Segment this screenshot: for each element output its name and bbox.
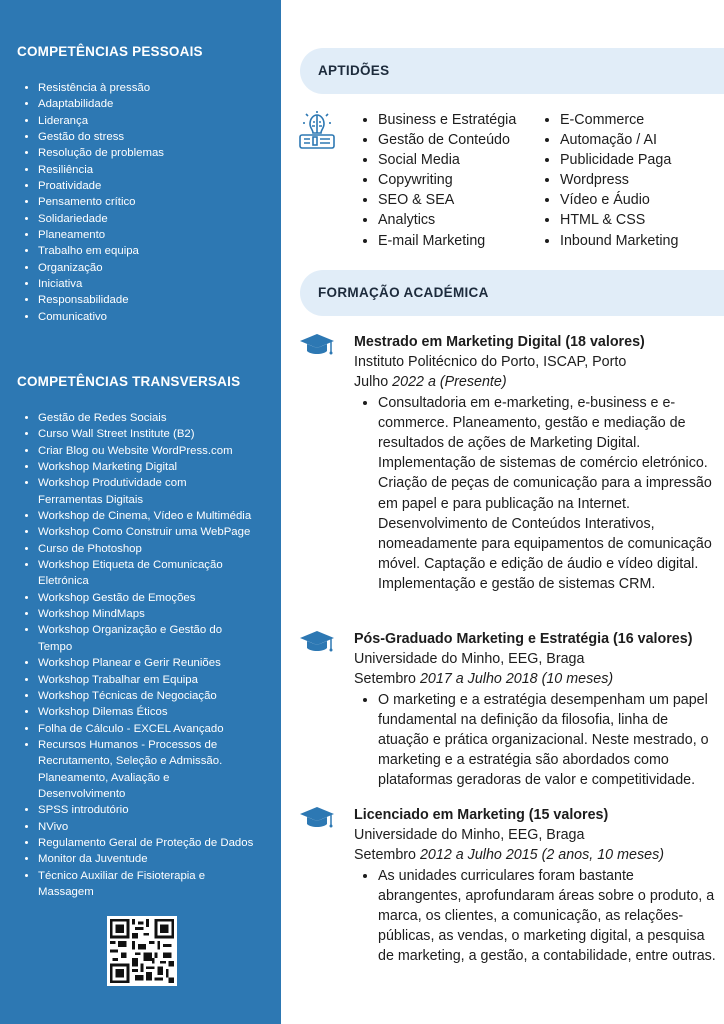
list-item: • Criar Blog ou Website WordPress.com	[38, 443, 286, 459]
list-item: • Resiliência	[38, 162, 164, 178]
list-item: • Folha de Cálculo - EXCEL Avançado	[38, 721, 286, 737]
list-item: • Trabalho em equipa	[38, 243, 164, 259]
list-item: • Workshop Organização e Gestão do Tempo	[38, 622, 243, 655]
list-item: • Gestão de Redes Sociais	[38, 410, 286, 426]
list-item: • Resistência à pressão	[38, 80, 164, 96]
degree-title: Mestrado em Marketing Digital (18 valores)	[354, 334, 645, 350]
list-item: • Workshop Como Construir uma WebPage	[38, 524, 286, 540]
institution: Instituto Politécnico do Porto, ISCAP, Porto	[354, 354, 627, 371]
list-item: • Resolução de problemas	[38, 145, 164, 161]
list-item: • Solidariedade	[38, 211, 164, 227]
graduation-cap-icon	[298, 630, 336, 654]
list-item: • Publicidade Paga	[560, 150, 678, 170]
list-item: • Comunicativo	[38, 309, 164, 325]
list-item: • Workshop Planear e Gerir Reuniões	[38, 655, 286, 671]
list-item: • HTML & CSS	[560, 210, 678, 230]
list-item: • E-Commerce	[560, 110, 678, 130]
date-range: Julho 2022 a (Presente)	[354, 374, 507, 391]
transversal-skills-list	[22, 410, 286, 900]
list-item: • Workshop Trabalhar em Equipa	[38, 672, 286, 688]
skills-banner	[300, 48, 724, 94]
education-entry	[354, 629, 716, 791]
list-item: • Vídeo e Áudio	[560, 190, 678, 210]
list-item: • Automação / AI	[560, 130, 678, 150]
list-item: • SEO & SEA	[378, 190, 516, 210]
list-item: • Inbound Marketing	[560, 231, 678, 251]
description: • As unidades curriculares foram bastante abrangentes, aprofundaram áreas sobre o produto, a marca, os clientes, a comunicação, as relações-públicas, as vendas, o marketing digital, a pesquisa de marketing, a gestão, a contabilidade, entre outras.	[378, 866, 716, 967]
list-item: • Workshop Produtividade com Ferramentas Digitais	[38, 475, 213, 508]
list-item: • Workshop Gestão de Emoções	[38, 590, 286, 606]
list-item: • Recursos Humanos - Processos de Recrutamento, Seleção e Admissão. Planeamento, Avaliação e Desenvolvimento	[38, 737, 243, 802]
personal-skills-list	[22, 80, 164, 325]
list-item: • Copywriting	[378, 170, 516, 190]
list-item: • Workshop MindMaps	[38, 606, 286, 622]
list-item: • Proatividade	[38, 178, 164, 194]
list-item: • Workshop Técnicas de Negociação	[38, 688, 286, 704]
personal-skills-heading: COMPETÊNCIAS PESSOAIS	[17, 44, 203, 59]
list-item: • Workshop Marketing Digital	[38, 459, 286, 475]
skills-list-left	[362, 110, 516, 251]
list-item: • Wordpress	[560, 170, 678, 190]
description: • O marketing e a estratégia desempenham um papel fundamental na definição da filosofia, linha de atuação e prática organizacional. Neste mestrado, o marketing e a estratégia são abordados como plataformas geradoras de valor e competitividade.	[378, 690, 716, 791]
list-item: • Monitor da Juventude	[38, 851, 286, 867]
skills-heading: APTIDÕES	[318, 63, 390, 78]
list-item: • Social Media	[378, 150, 516, 170]
list-item: • Workshop de Cinema, Vídeo e Multimédia	[38, 508, 286, 524]
list-item: • Gestão de Conteúdo	[378, 130, 516, 150]
education-banner	[300, 270, 724, 316]
list-item: • Técnico Auxiliar de Fisioterapia e Massagem	[38, 868, 223, 901]
degree-title: Licenciado em Marketing (15 valores)	[354, 807, 609, 823]
list-item: • Business e Estratégia	[378, 110, 516, 130]
list-item: • Organização	[38, 260, 164, 276]
degree-title: Pós-Graduado Marketing e Estratégia (16 valores)	[354, 631, 693, 647]
list-item: • Curso Wall Street Institute (B2)	[38, 426, 286, 442]
qr-code-icon[interactable]	[107, 916, 177, 986]
list-item: • Pensamento crítico	[38, 194, 164, 210]
list-item: • Analytics	[378, 210, 516, 230]
list-item: • Planeamento	[38, 227, 164, 243]
list-item: • Responsabilidade	[38, 292, 164, 308]
list-item: • Regulamento Geral de Proteção de Dados	[38, 835, 286, 851]
education-entry	[354, 805, 716, 967]
list-item: • Adaptabilidade	[38, 96, 164, 112]
graduation-cap-icon	[298, 333, 336, 357]
list-item: • Workshop Dilemas Éticos	[38, 704, 286, 720]
institution: Universidade do Minho, EEG, Braga	[354, 651, 585, 668]
list-item: • Gestão do stress	[38, 129, 164, 145]
list-item: • Workshop Etiqueta de Comunicação Eletrónica	[38, 557, 248, 590]
list-item: • Curso de Photoshop	[38, 541, 286, 557]
list-item: • NVivo	[38, 819, 286, 835]
list-item: • SPSS introdutório	[38, 802, 286, 818]
skills-list-right	[544, 110, 678, 251]
education-heading: FORMAÇÃO ACADÉMICA	[318, 285, 489, 300]
list-item: • Iniciativa	[38, 276, 164, 292]
transversal-skills-heading: COMPETÊNCIAS TRANSVERSAIS	[17, 374, 241, 389]
sidebar	[0, 0, 281, 1024]
brain-skills-icon	[298, 110, 336, 150]
description: • Consultadoria em e-marketing, e-business e e-commerce. Planeamento, gestão e mediação de resultados de ações de Marketing Digital. Implementação de sistemas de comércio eletrónico. Criação de peças de comunicação para a impressão em papel e para publicação na Internet. Desenvolvimento de Conteúdos Interativos, nomeadamente para equipamentos de comunicação móvel. Captação e edição de áudio e vídeo digital. Implementação e gestão de sistemas CRM.	[378, 393, 716, 595]
education-entry	[354, 332, 716, 595]
date-range: Setembro 2012 a Julho 2015 (2 anos, 10 meses)	[354, 847, 664, 864]
date-range: Setembro 2017 a Julho 2018 (10 meses)	[354, 671, 614, 688]
institution: Universidade do Minho, EEG, Braga	[354, 827, 585, 844]
list-item: • Liderança	[38, 113, 164, 129]
graduation-cap-icon	[298, 806, 336, 830]
list-item: • E-mail Marketing	[378, 231, 516, 251]
